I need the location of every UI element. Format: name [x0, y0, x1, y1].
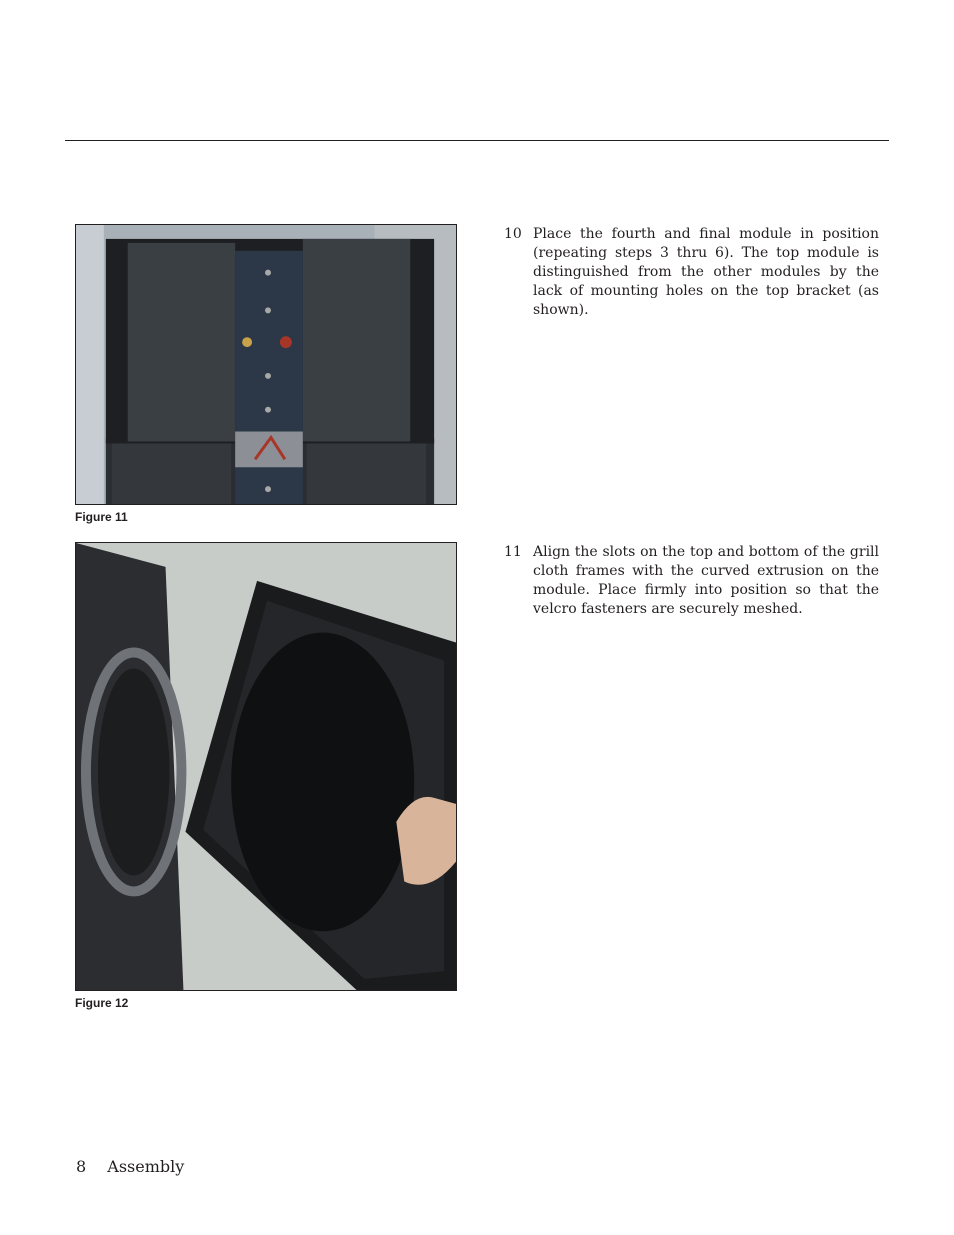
step-10	[504, 225, 879, 320]
step-11	[504, 543, 879, 619]
page-footer	[76, 1157, 184, 1176]
grill-cloth-photo	[76, 543, 456, 990]
figure-12-caption: Figure 12	[75, 996, 129, 1010]
header-rule	[65, 140, 889, 141]
figure-11-caption: Figure 11	[75, 510, 128, 524]
figure-11-photo	[75, 224, 457, 505]
step-text: Align the slots on the top and bottom of the grill cloth frames with the curved extrusion on the module. Place firmly into position so that the velcro fasteners are securely meshed.	[533, 544, 879, 617]
step-number: 11	[504, 544, 522, 560]
step-number: 10	[504, 226, 522, 242]
speaker-module-photo	[76, 225, 456, 504]
section-title: Assembly	[107, 1157, 185, 1176]
page-number: 8	[76, 1157, 87, 1176]
figure-12-photo	[75, 542, 457, 991]
step-text: Place the fourth and final module in position (repeating steps 3 thru 6). The top module is distinguished from the other modules by the lack of mounting holes on the top bracket (as shown).	[533, 226, 879, 318]
